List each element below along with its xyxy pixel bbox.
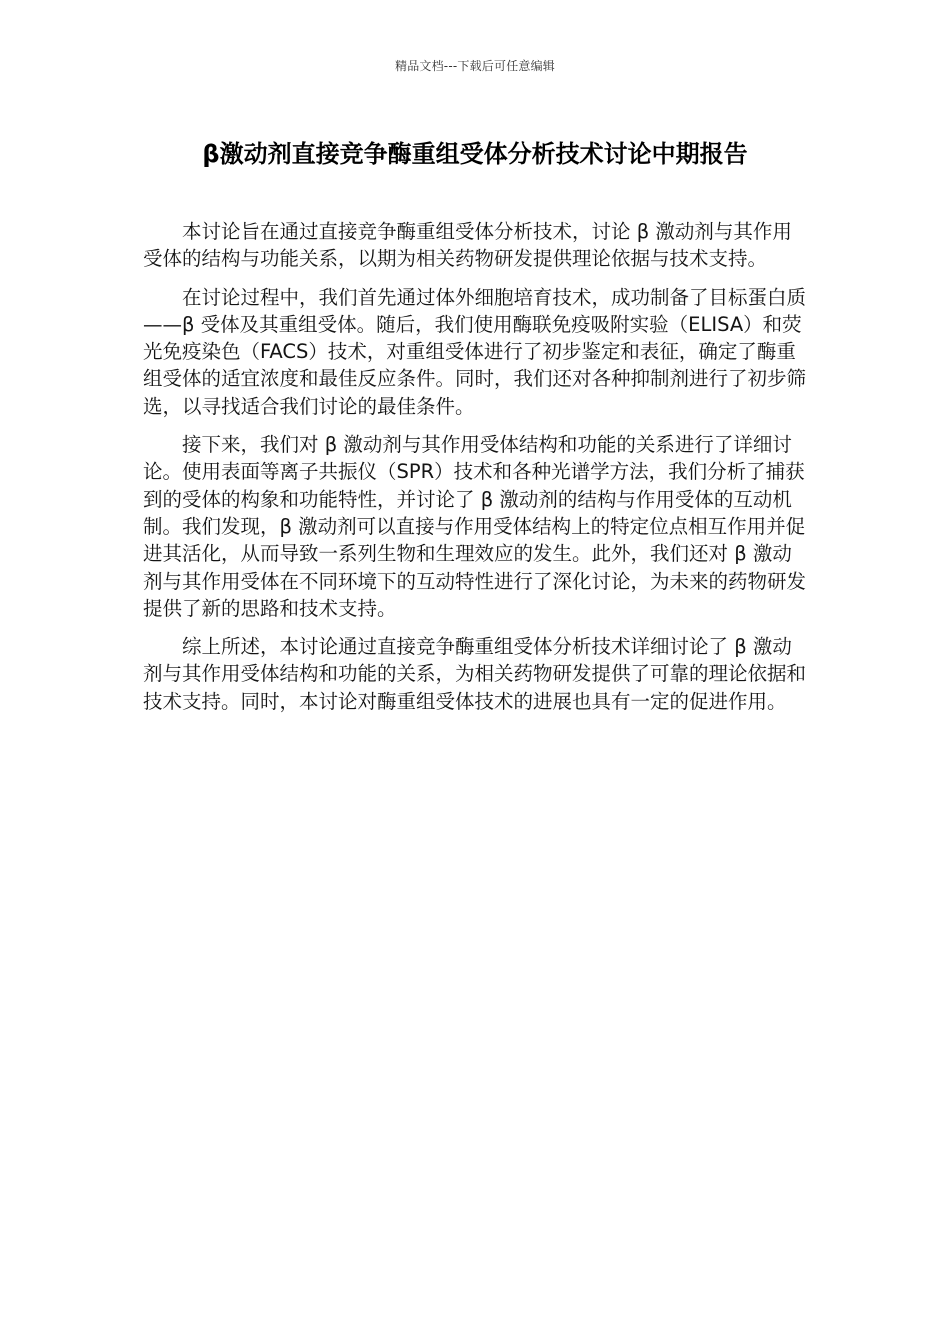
paragraph-analysis: 接下来，我们对 β 激动剂与其作用受体结构和功能的关系进行了详细讨论。使用表面等离子共振仪（SPR）技术和各种光谱学方法，我们分析了捕获到的受体的构象和功能特性，并讨论了 β 激动剂的结构与作用受体的互动机制。我们发现，β 激动剂可以直接与作用受体结构上的特定位点相互作用并促进其活化，从而导致一系列生物和生理效应的发生。此外，我们还对 β 激动剂与其作用受体在不同环境下的互动特性进行了深化讨论，为未来的药物研发提供了新的思路和技术支持。: [143, 433, 807, 620]
header-note: 精品文档---下载后可任意编辑: [395, 59, 555, 73]
paragraph-intro: 本讨论旨在通过直接竞争酶重组受体分析技术，讨论 β 激动剂与其作用受体的结构与功能关系，以期为相关药物研发提供理论依据与技术支持。: [143, 220, 792, 271]
document-body: [143, 218, 807, 726]
paragraph-conclusion: 综上所述，本讨论通过直接竞争酶重组受体分析技术详细讨论了 β 激动剂与其作用受体结构和功能的关系，为相关药物研发提供了可靠的理论依据和技术支持。同时，本讨论对酶重组受体技术的进展也具有一定的促进作用。: [143, 635, 807, 713]
document-title: β激动剂直接竞争酶重组受体分析技术讨论中期报告: [202, 140, 748, 168]
paragraph-process: 在讨论过程中，我们首先通过体外细胞培育技术，成功制备了目标蛋白质——β 受体及其重组受体。随后，我们使用酶联免疫吸附实验（ELISA）和荧光免疫染色（FACS）技术，对重组受体进行了初步鉴定和表征，确定了酶重组受体的适宜浓度和最佳反应条件。同时，我们还对各种抑制剂进行了初步筛选，以寻找适合我们讨论的最佳条件。: [143, 285, 807, 418]
